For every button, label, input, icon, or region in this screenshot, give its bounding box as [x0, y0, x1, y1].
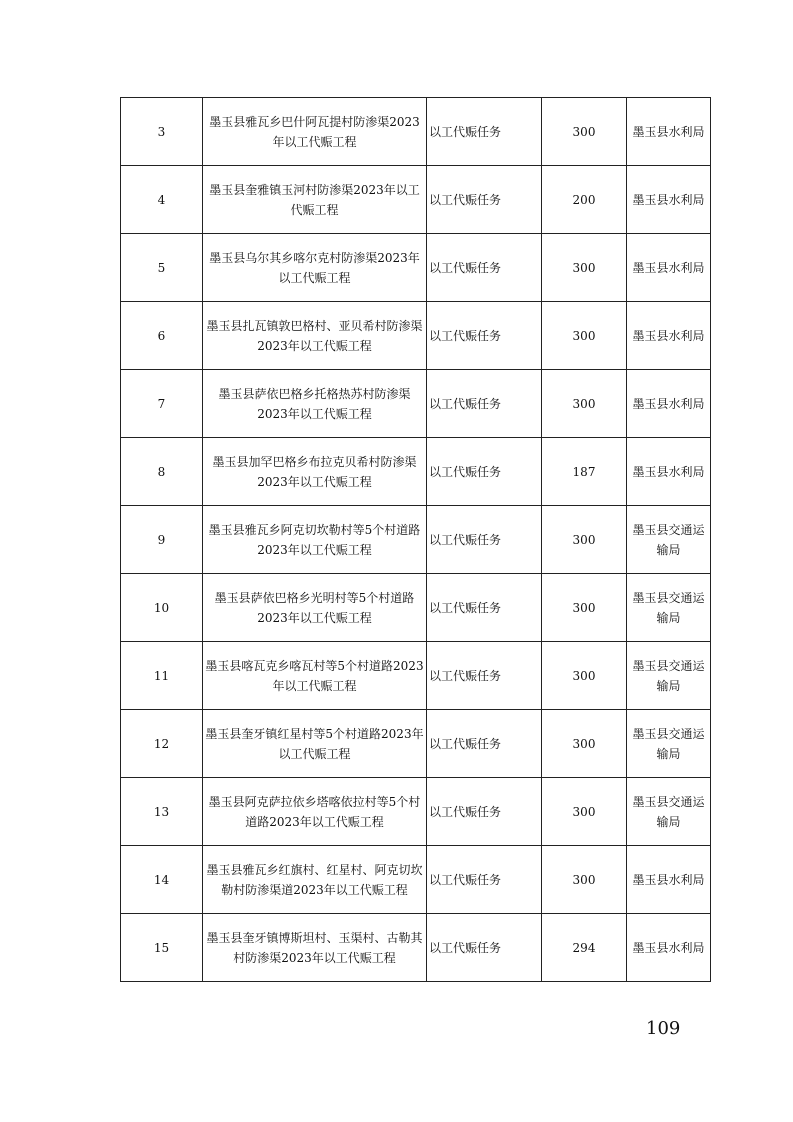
- department-cell: 墨玉县水利局: [627, 370, 711, 438]
- project-name-cell: 墨玉县乌尔其乡喀尔克村防渗渠2023年以工代赈工程: [203, 234, 427, 302]
- project-name-cell: 墨玉县雅瓦乡阿克切坎勒村等5个村道路2023年以工代赈工程: [203, 506, 427, 574]
- table-row: [121, 370, 711, 438]
- department-cell: 墨玉县水利局: [627, 166, 711, 234]
- project-table: [120, 97, 711, 982]
- task-type-cell: 以工代赈任务: [427, 370, 542, 438]
- table-row: [121, 914, 711, 982]
- table-row: [121, 166, 711, 234]
- amount-cell: 200: [542, 166, 627, 234]
- table-body: [121, 98, 711, 982]
- department-cell: 墨玉县水利局: [627, 302, 711, 370]
- task-type-cell: 以工代赈任务: [427, 914, 542, 982]
- project-name-cell: 墨玉县奎牙镇博斯坦村、玉渠村、古勒其村防渗渠2023年以工代赈工程: [203, 914, 427, 982]
- row-number-cell: 13: [121, 778, 203, 846]
- project-name-cell: 墨玉县雅瓦乡巴什阿瓦提村防渗渠2023年以工代赈工程: [203, 98, 427, 166]
- task-type-cell: 以工代赈任务: [427, 234, 542, 302]
- row-number-cell: 8: [121, 438, 203, 506]
- table-row: [121, 234, 711, 302]
- row-number-cell: 4: [121, 166, 203, 234]
- department-cell: 墨玉县水利局: [627, 914, 711, 982]
- project-name-cell: 墨玉县萨依巴格乡光明村等5个村道路2023年以工代赈工程: [203, 574, 427, 642]
- task-type-cell: 以工代赈任务: [427, 574, 542, 642]
- amount-cell: 300: [542, 506, 627, 574]
- table-row: [121, 710, 711, 778]
- task-type-cell: 以工代赈任务: [427, 778, 542, 846]
- department-cell: 墨玉县交通运输局: [627, 710, 711, 778]
- project-name-cell: 墨玉县奎雅镇玉河村防渗渠2023年以工代赈工程: [203, 166, 427, 234]
- department-cell: 墨玉县交通运输局: [627, 778, 711, 846]
- table-row: [121, 438, 711, 506]
- amount-cell: 187: [542, 438, 627, 506]
- task-type-cell: 以工代赈任务: [427, 166, 542, 234]
- table-row: [121, 778, 711, 846]
- table-row: [121, 302, 711, 370]
- amount-cell: 300: [542, 710, 627, 778]
- row-number-cell: 7: [121, 370, 203, 438]
- amount-cell: 294: [542, 914, 627, 982]
- amount-cell: 300: [542, 642, 627, 710]
- amount-cell: 300: [542, 778, 627, 846]
- row-number-cell: 3: [121, 98, 203, 166]
- amount-cell: 300: [542, 574, 627, 642]
- amount-cell: 300: [542, 302, 627, 370]
- project-name-cell: 墨玉县奎牙镇红星村等5个村道路2023年以工代赈工程: [203, 710, 427, 778]
- row-number-cell: 10: [121, 574, 203, 642]
- task-type-cell: 以工代赈任务: [427, 506, 542, 574]
- table-row: [121, 506, 711, 574]
- row-number-cell: 9: [121, 506, 203, 574]
- department-cell: 墨玉县水利局: [627, 234, 711, 302]
- page-number: 109: [646, 1018, 681, 1039]
- project-name-cell: 墨玉县阿克萨拉依乡塔喀依拉村等5个村道路2023年以工代赈工程: [203, 778, 427, 846]
- project-name-cell: 墨玉县扎瓦镇敦巴格村、亚贝希村防渗渠2023年以工代赈工程: [203, 302, 427, 370]
- department-cell: 墨玉县水利局: [627, 846, 711, 914]
- project-name-cell: 墨玉县喀瓦克乡喀瓦村等5个村道路2023年以工代赈工程: [203, 642, 427, 710]
- table-row: [121, 98, 711, 166]
- department-cell: 墨玉县交通运输局: [627, 506, 711, 574]
- row-number-cell: 15: [121, 914, 203, 982]
- table-row: [121, 574, 711, 642]
- row-number-cell: 5: [121, 234, 203, 302]
- department-cell: 墨玉县交通运输局: [627, 642, 711, 710]
- department-cell: 墨玉县水利局: [627, 438, 711, 506]
- project-name-cell: 墨玉县雅瓦乡红旗村、红星村、阿克切坎勒村防渗渠道2023年以工代赈工程: [203, 846, 427, 914]
- table-row: [121, 846, 711, 914]
- amount-cell: 300: [542, 234, 627, 302]
- row-number-cell: 12: [121, 710, 203, 778]
- task-type-cell: 以工代赈任务: [427, 710, 542, 778]
- table-row: [121, 642, 711, 710]
- amount-cell: 300: [542, 846, 627, 914]
- project-name-cell: 墨玉县萨依巴格乡托格热苏村防渗渠2023年以工代赈工程: [203, 370, 427, 438]
- task-type-cell: 以工代赈任务: [427, 438, 542, 506]
- amount-cell: 300: [542, 370, 627, 438]
- task-type-cell: 以工代赈任务: [427, 98, 542, 166]
- amount-cell: 300: [542, 98, 627, 166]
- department-cell: 墨玉县水利局: [627, 98, 711, 166]
- row-number-cell: 14: [121, 846, 203, 914]
- department-cell: 墨玉县交通运输局: [627, 574, 711, 642]
- task-type-cell: 以工代赈任务: [427, 846, 542, 914]
- task-type-cell: 以工代赈任务: [427, 302, 542, 370]
- task-type-cell: 以工代赈任务: [427, 642, 542, 710]
- project-name-cell: 墨玉县加罕巴格乡布拉克贝希村防渗渠2023年以工代赈工程: [203, 438, 427, 506]
- row-number-cell: 11: [121, 642, 203, 710]
- row-number-cell: 6: [121, 302, 203, 370]
